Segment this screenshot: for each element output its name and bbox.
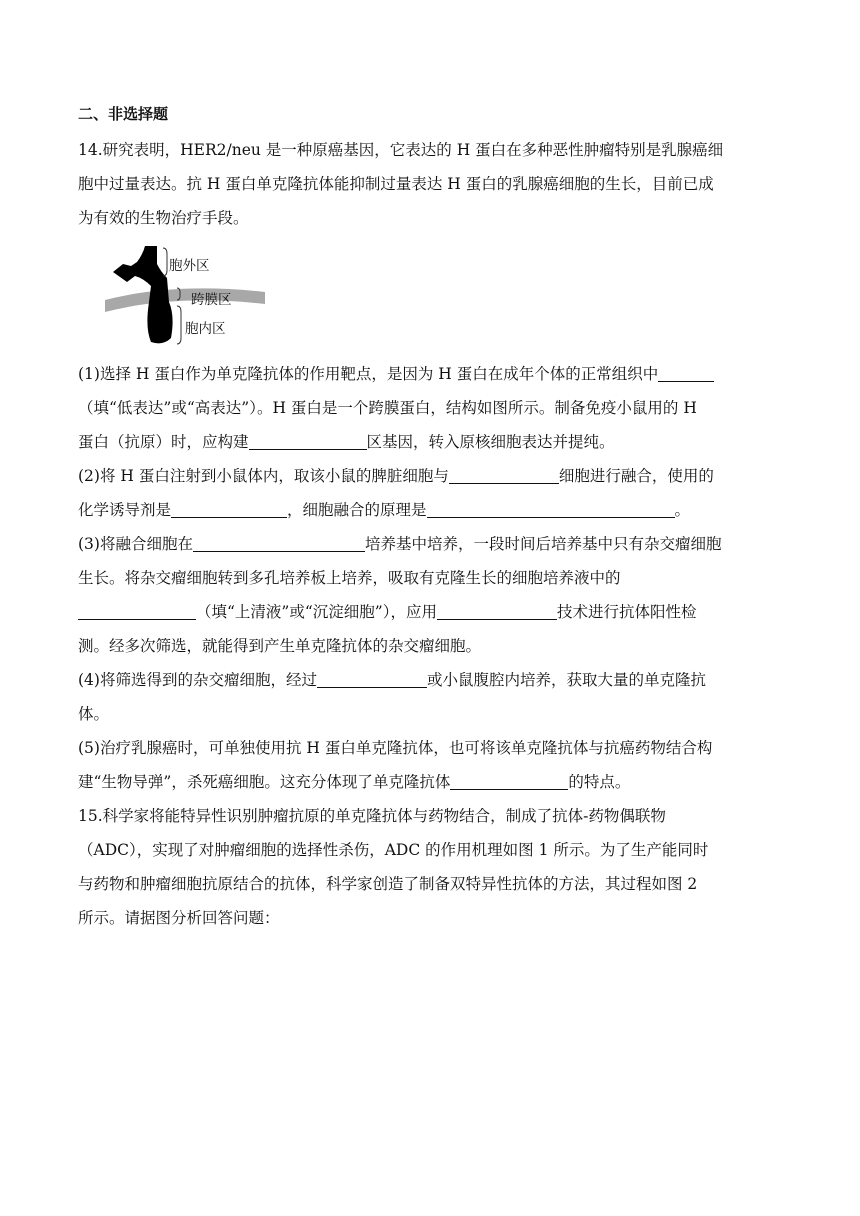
q14-p2-text-2b: ，细胞融合的原理是 (287, 501, 427, 519)
q14-p4-line-1 (78, 670, 706, 690)
label-extracellular: 胞外区 (169, 258, 210, 274)
q14-p4-text-1a: (4)将筛选得到的杂交瘤细胞，经过 (78, 671, 317, 689)
cell-membrane (105, 288, 265, 312)
answer-blank-3[interactable] (449, 466, 559, 484)
q14-p5-line-1: (5)治疗乳腺癌时，可单独使用抗 H 蛋白单克隆抗体，也可将该单克隆抗体与抗癌药物结合构 (78, 739, 713, 757)
q15-line-1: 15.科学家将能特异性识别肿瘤抗原的单克隆抗体与药物结合，制成了抗体-药物偶联物 (78, 807, 666, 825)
q14-p2-text-2c: 。 (674, 501, 691, 519)
answer-blank-5[interactable] (427, 500, 675, 518)
q14-p1-text-3b: 区基因，转入原核细胞表达并提纯。 (366, 433, 615, 451)
q14-p2-line-1 (78, 466, 714, 486)
q14-p2-text-1a: (2)将 H 蛋白注射到小鼠体内，取该小鼠的脾脏细胞与 (78, 467, 449, 485)
section-title: 二、非选择题 (78, 105, 169, 123)
q14-p5-text-2a: 建“生物导弹”，杀死癌细胞。这充分体现了单克隆抗体 (78, 773, 451, 791)
answer-blank-6[interactable] (193, 534, 365, 552)
q14-p1-line-3 (78, 432, 615, 452)
q15-line-4: 所示。请据图分析回答问题： (78, 909, 280, 927)
answer-blank-4[interactable] (171, 500, 287, 518)
answer-blank-10[interactable] (450, 772, 568, 790)
answer-blank-9[interactable] (317, 670, 427, 688)
label-intracellular: 胞内区 (185, 321, 226, 337)
q14-p3-line-3 (78, 602, 696, 622)
q14-p4-line-2: 体。 (78, 705, 110, 723)
q14-p3-line-2: 生长。将杂交瘤细胞转到多孔培养板上培养，吸取有克隆生长的细胞培养液中的 (78, 569, 621, 587)
q14-p3-text-3b: 技术进行抗体阳性检 (556, 603, 697, 621)
q14-p2-line-2 (78, 500, 690, 520)
q14-p4-text-1b: 或小鼠腹腔内培养，获取大量的单克隆抗 (426, 671, 706, 689)
q15-line-3: 与药物和肿瘤细胞抗原结合的抗体，科学家创造了制备双特异性抗体的方法，其过程如图 2 (78, 875, 698, 893)
q15-line-2: （ADC），实现了对肿瘤细胞的选择性杀伤，ADC 的作用机理如图 1 所示。为了生产能同时 (78, 841, 709, 859)
q14-p1-text-1: (1)选择 H 蛋白作为单克隆抗体的作用靶点，是因为 H 蛋白在成年个体的正常组织中 (78, 365, 659, 383)
answer-blank-2[interactable] (249, 432, 367, 450)
answer-blank-1[interactable] (658, 364, 714, 382)
q14-p2-text-1b: 细胞进行融合，使用的 (558, 467, 714, 485)
q14-p1-line-2: （填“低表达”或“高表达”）。H 蛋白是一个跨膜蛋白，结构如图所示。制备免疫小鼠用的 H (78, 399, 697, 417)
q14-intro-line-2: 胞中过量表达。抗 H 蛋白单克隆抗体能抑制过量表达 H 蛋白的乳腺癌细胞的生长，目前已成 (78, 175, 714, 193)
q14-p3-line-1 (78, 534, 721, 554)
inner-bracket (177, 306, 181, 344)
q14-p5-text-2b: 的特点。 (568, 773, 631, 791)
q14-p5-line-2 (78, 772, 630, 792)
q14-p1-line-1 (78, 364, 714, 384)
answer-blank-7[interactable] (78, 602, 196, 620)
q14-p3-text-1a: (3)将融合细胞在 (78, 535, 193, 553)
q14-p2-text-2a: 化学诱导剂是 (78, 501, 172, 519)
q14-p3-text-3a: （填“上清液”或“沉淀细胞”），应用 (196, 603, 437, 621)
answer-blank-8[interactable] (437, 602, 557, 620)
q14-p3-text-1b: 培养基中培养，一段时间后培养基中只有杂交瘤细胞 (364, 535, 722, 553)
q14-intro-line-3: 为有效的生物治疗手段。 (78, 209, 249, 227)
q14-p1-text-3a: 蛋白（抗原）时，应构建 (78, 433, 249, 451)
h-protein-figure (105, 242, 265, 354)
outer-bracket (163, 248, 167, 276)
q14-intro-line-1: 14.研究表明，HER2/neu 是一种原癌基因，它表达的 H 蛋白在多种恶性肿瘤特别是乳腺癌细 (78, 141, 724, 159)
label-transmembrane: 跨膜区 (191, 292, 232, 308)
q14-p3-line-4: 测。经多次筛选，就能得到产生单克隆抗体的杂交瘤细胞。 (78, 637, 482, 655)
